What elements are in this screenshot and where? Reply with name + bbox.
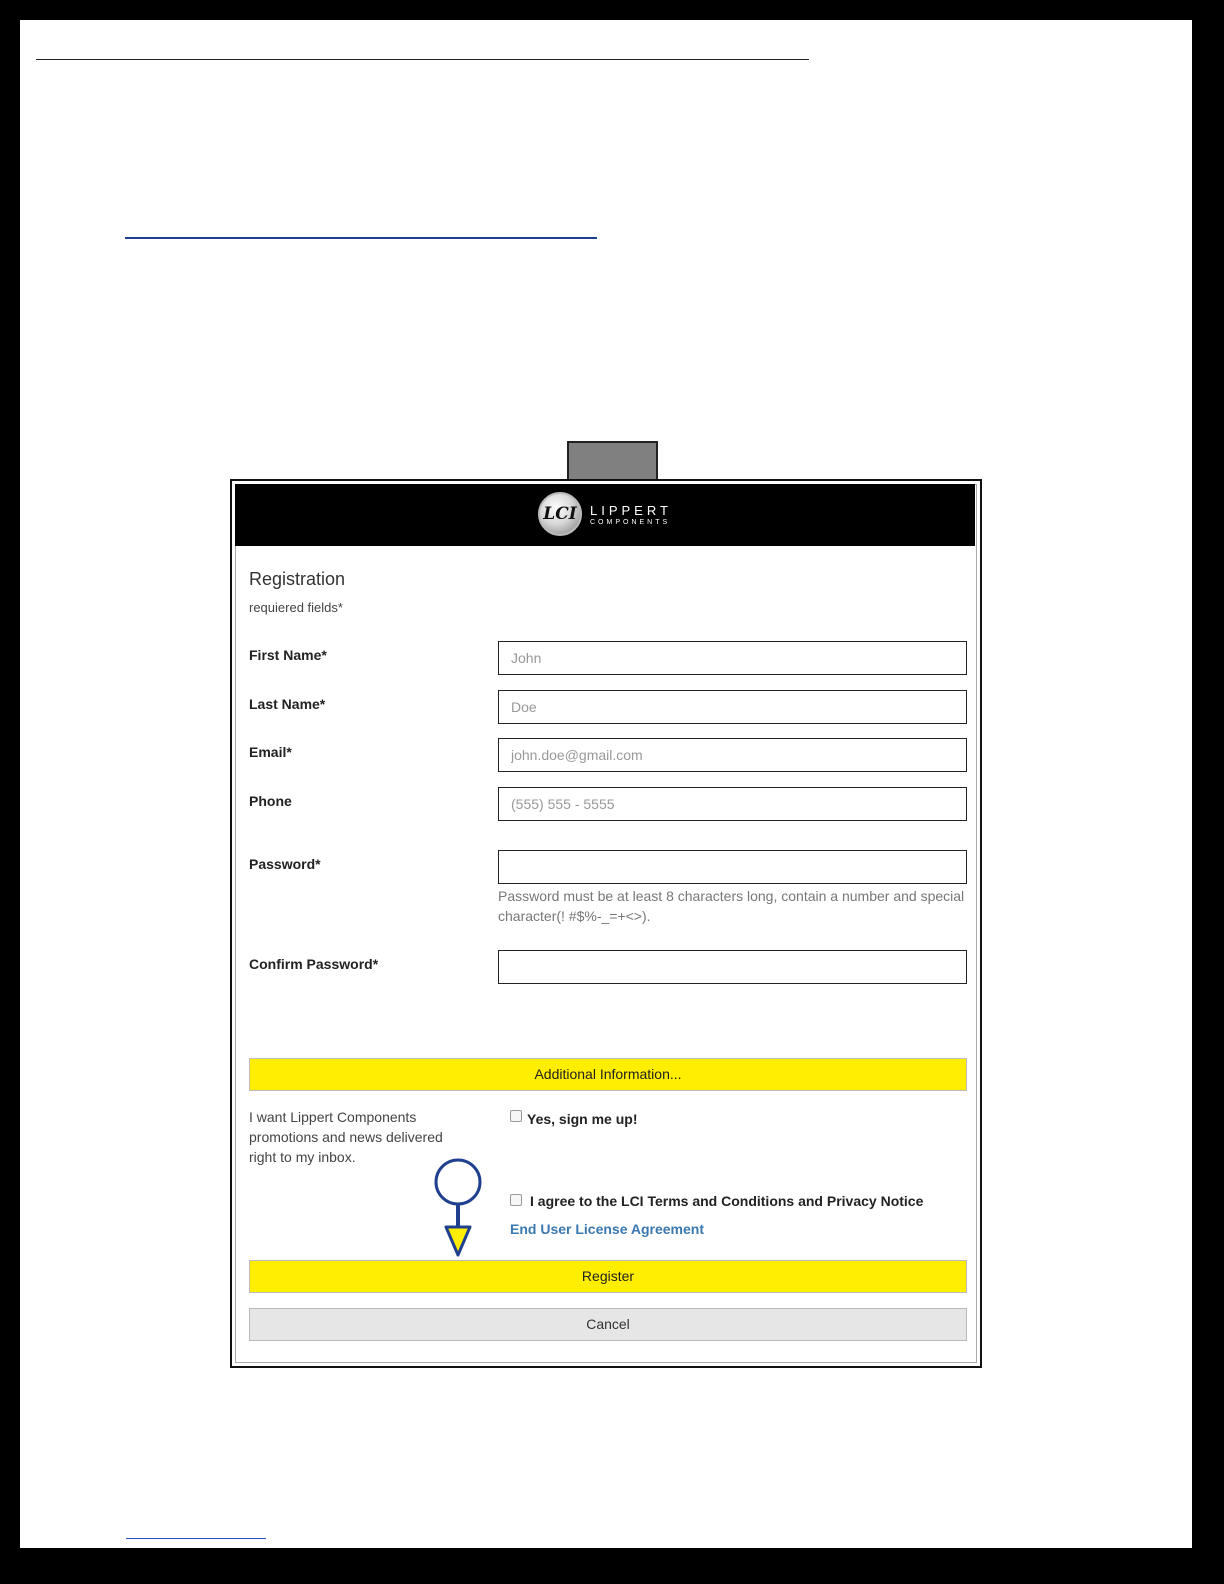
bottom-divider — [126, 1538, 266, 1539]
confirm-password-field[interactable] — [498, 950, 967, 984]
password-hint: Password must be at least 8 characters long, contain a number and special character(! #$%-_=+<>). — [498, 888, 965, 924]
registration-screenshot — [230, 479, 982, 1368]
eula-link[interactable]: End User License Agreement — [510, 1221, 704, 1237]
logo-mark: LCI — [543, 504, 577, 524]
header-banner — [235, 484, 975, 546]
email-label: Email* — [249, 744, 292, 760]
phone-label: Phone — [249, 793, 292, 809]
password-field[interactable] — [498, 850, 967, 884]
gray-tab — [567, 441, 658, 479]
first-name-label: First Name* — [249, 647, 327, 663]
signup-label: Yes, sign me up! — [527, 1111, 638, 1127]
last-name-field[interactable] — [498, 690, 967, 724]
page-title: Registration — [249, 569, 346, 589]
top-divider — [36, 59, 809, 60]
phone-field[interactable] — [498, 787, 967, 821]
logo-subtext: COMPONENTS — [590, 519, 671, 526]
promo-text: I want Lippert Components promotions and news delivered right to my inbox. — [249, 1109, 443, 1165]
required-note: requiered fields* — [249, 600, 343, 615]
terms-label: I agree to the LCI Terms and Conditions and Privacy Notice — [530, 1193, 924, 1209]
register-button[interactable]: Register — [249, 1260, 967, 1293]
password-label: Password* — [249, 856, 321, 872]
first-name-field[interactable] — [498, 641, 967, 675]
logo-name: LIPPERT — [590, 503, 672, 518]
additional-information-button[interactable]: Additional Information... — [249, 1058, 967, 1091]
email-field[interactable] — [498, 738, 967, 772]
confirm-password-label: Confirm Password* — [249, 956, 379, 972]
blue-divider — [125, 237, 597, 239]
signup-checkbox[interactable] — [510, 1110, 522, 1122]
lippert-logo[interactable] — [538, 492, 688, 540]
callout-arrow-icon — [432, 1157, 484, 1259]
cancel-button[interactable]: Cancel — [249, 1308, 967, 1341]
document-page — [20, 20, 1192, 1548]
last-name-label: Last Name* — [249, 696, 326, 712]
terms-checkbox[interactable] — [510, 1194, 522, 1206]
